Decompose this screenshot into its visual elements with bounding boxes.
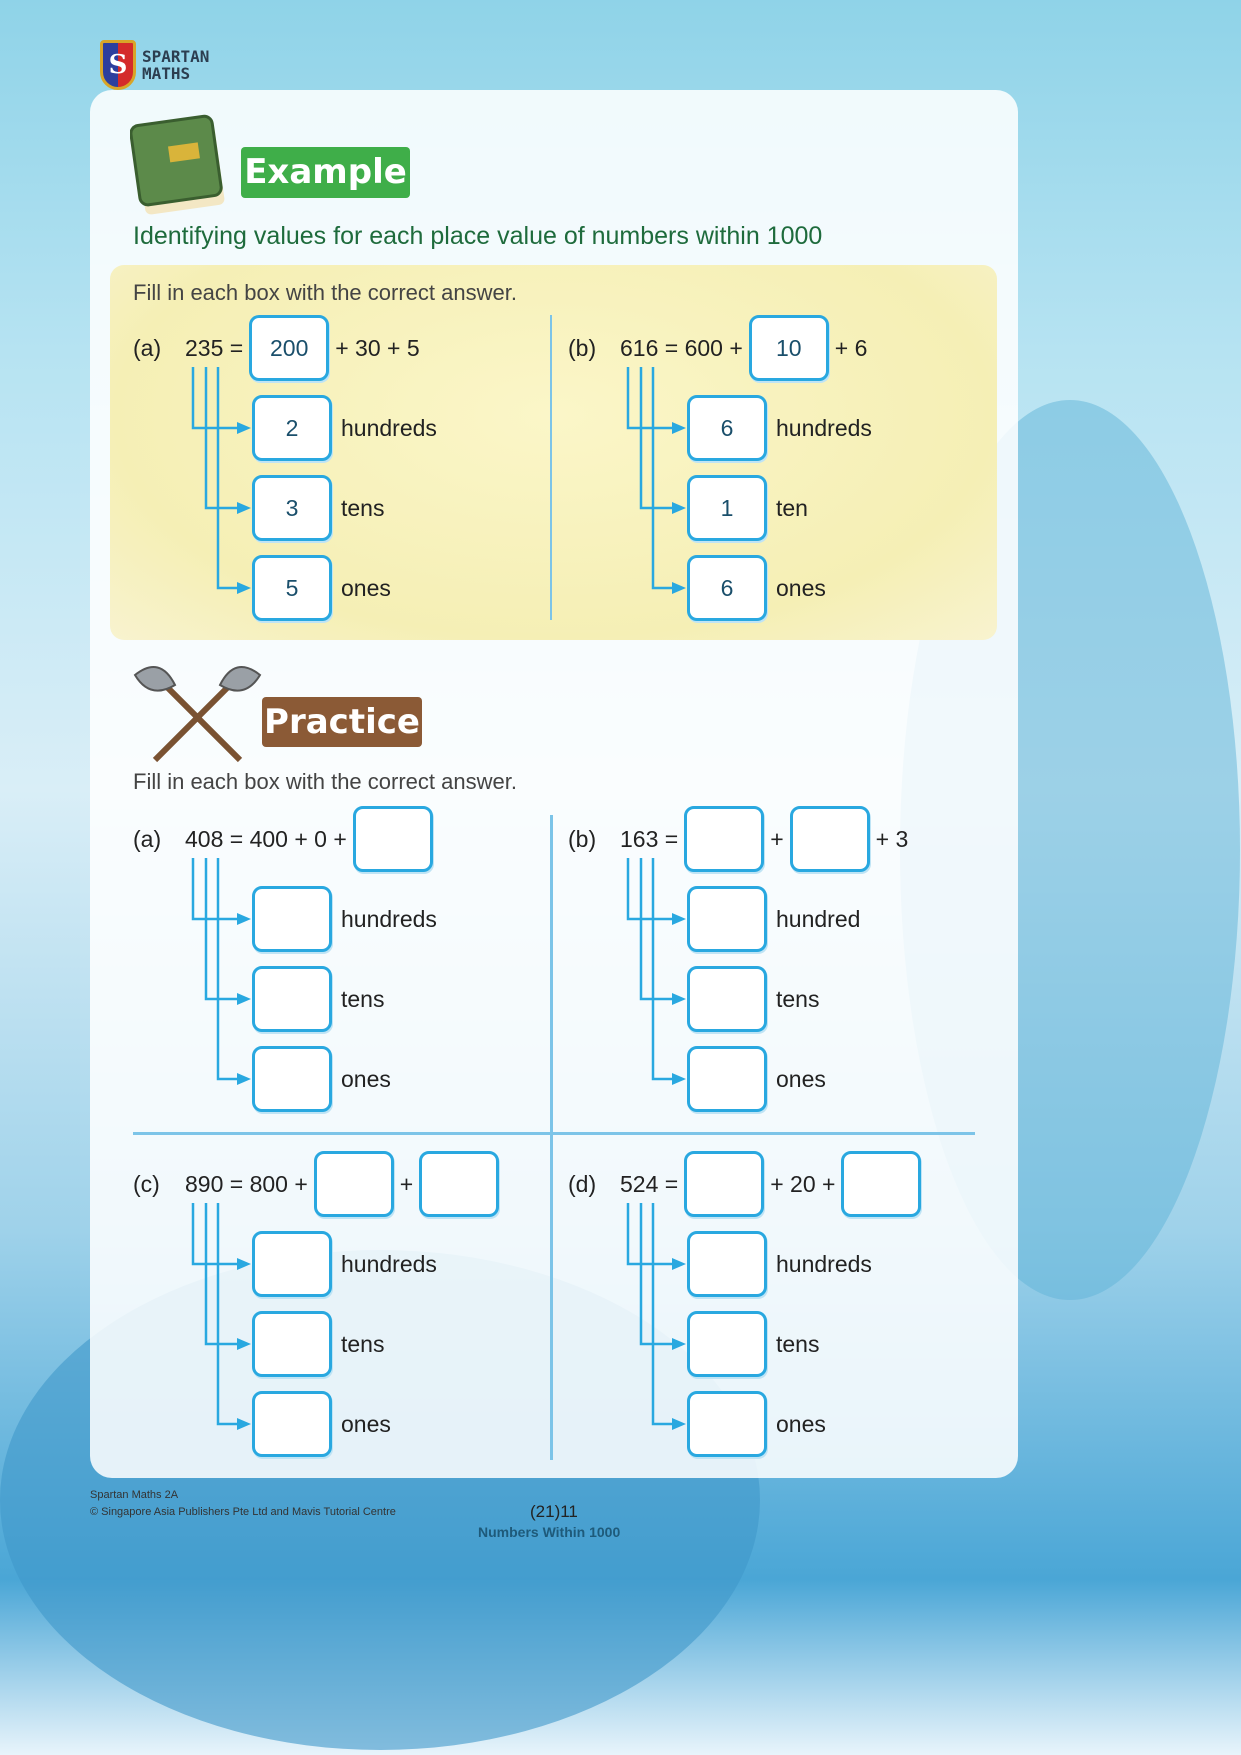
equation [185, 1151, 505, 1217]
place-value-box: 6 [687, 395, 767, 461]
example-instruction: Fill in each box with the correct answer. [133, 280, 517, 305]
arrow-line [206, 1203, 245, 1344]
place-value-box[interactable] [687, 1046, 767, 1112]
arrow-head-icon [672, 993, 686, 1005]
equation-text: + [399, 1170, 414, 1197]
example-problem [568, 315, 988, 635]
arrow-line [641, 858, 680, 999]
equation [620, 315, 867, 381]
footer-copyright: © Singapore Asia Publishers Pte Ltd and Mavis Tutorial Centre [90, 1506, 396, 1518]
practice-problem [133, 806, 553, 1126]
arrow-line [641, 367, 680, 508]
problem-label: (a) [133, 826, 162, 852]
place-value-unit: ones [776, 575, 826, 601]
arrow-line [653, 1203, 680, 1424]
arrow-head-icon [672, 1338, 686, 1350]
place-value-unit: tens [341, 1331, 385, 1357]
equation-text: + 30 + 5 [335, 334, 420, 361]
footer-book: Spartan Maths 2A [90, 1489, 179, 1501]
place-value-box: 1 [687, 475, 767, 541]
place-value-box[interactable] [687, 886, 767, 952]
answer-box[interactable] [790, 806, 870, 872]
problem-label: (d) [568, 1171, 597, 1197]
place-value-box[interactable] [252, 1046, 332, 1112]
logo-line2: MATHS [142, 64, 191, 83]
equation-text: + 3 [875, 825, 909, 852]
place-value-unit: hundreds [776, 1251, 872, 1277]
equation-text: + 20 + [770, 1170, 836, 1197]
place-value-box[interactable] [687, 966, 767, 1032]
arrow-head-icon [237, 913, 251, 925]
place-value-unit: tens [341, 986, 385, 1012]
place-value-unit: tens [776, 1331, 820, 1357]
practice-problem [568, 1151, 988, 1471]
place-value-box[interactable] [687, 1311, 767, 1377]
example-problem [133, 315, 553, 635]
equation-text: 890 = 800 + [185, 1170, 308, 1197]
arrow-line [653, 858, 680, 1079]
answer-box: 10 [749, 315, 829, 381]
example-subtitle: Identifying values for each place value of numbers within 1000 [133, 222, 823, 250]
equation [620, 1151, 927, 1217]
place-value-box: 2 [252, 395, 332, 461]
answer-box[interactable] [314, 1151, 394, 1217]
crossed-axes-icon [130, 660, 265, 765]
place-value-unit: hundreds [341, 415, 437, 441]
arrow-head-icon [237, 422, 251, 434]
answer-box[interactable] [353, 806, 433, 872]
place-value-unit: ten [776, 495, 808, 521]
place-value-unit: hundred [776, 906, 861, 932]
place-value-unit: hundreds [341, 906, 437, 932]
arrow-head-icon [672, 1073, 686, 1085]
answer-box[interactable] [841, 1151, 921, 1217]
place-value-box: 6 [687, 555, 767, 621]
arrow-head-icon [237, 582, 251, 594]
arrow-head-icon [237, 1258, 251, 1270]
place-value-box: 5 [252, 555, 332, 621]
equation-text: 408 = 400 + 0 + [185, 825, 347, 852]
equation [185, 315, 420, 381]
practice-badge: Practice [262, 697, 422, 747]
example-badge: Example [241, 147, 410, 198]
arrow-head-icon [237, 1073, 251, 1085]
equation-text: 616 = 600 + [620, 334, 743, 361]
arrow-head-icon [237, 502, 251, 514]
problem-label: (b) [568, 826, 597, 852]
arrow-line [653, 367, 680, 588]
practice-problem [568, 806, 988, 1126]
practice-divider-horizontal [133, 1132, 975, 1135]
arrow-head-icon [672, 1258, 686, 1270]
place-value-unit: ones [776, 1411, 826, 1437]
answer-box[interactable] [419, 1151, 499, 1217]
arrow-head-icon [672, 422, 686, 434]
arrow-head-icon [672, 913, 686, 925]
answer-box: 200 [249, 315, 329, 381]
place-value-box[interactable] [252, 1311, 332, 1377]
arrow-head-icon [237, 1338, 251, 1350]
spartan-maths-logo [100, 40, 209, 90]
arrow-line [206, 858, 245, 999]
chapter-title: Numbers Within 1000 [478, 1524, 621, 1540]
logo-line1: SPARTAN [142, 47, 210, 66]
place-value-box[interactable] [252, 966, 332, 1032]
arrow-line [218, 1203, 245, 1424]
place-value-unit: hundreds [341, 1251, 437, 1277]
arrow-head-icon [672, 502, 686, 514]
place-value-unit: ones [341, 575, 391, 601]
place-value-unit: ones [341, 1411, 391, 1437]
problem-label: (c) [133, 1171, 160, 1197]
place-value-box[interactable] [252, 1391, 332, 1457]
place-value-unit: hundreds [776, 415, 872, 441]
practice-instruction: Fill in each box with the correct answer. [133, 769, 517, 794]
place-value-box[interactable] [252, 886, 332, 952]
arrow-line [206, 367, 245, 508]
place-value-unit: tens [341, 495, 385, 521]
arrow-line [218, 367, 245, 588]
place-value-box: 3 [252, 475, 332, 541]
place-value-unit: ones [776, 1066, 826, 1092]
arrow-head-icon [237, 993, 251, 1005]
problem-label: (a) [133, 335, 162, 361]
place-value-unit: tens [776, 986, 820, 1012]
equation [185, 806, 439, 872]
answer-box[interactable] [684, 1151, 764, 1217]
equation-text: + [770, 825, 784, 852]
place-value-unit: ones [341, 1066, 391, 1092]
equation-text: 235 = [185, 334, 244, 361]
equation-text: + 6 [834, 334, 868, 361]
arrow-line [641, 1203, 680, 1344]
equation-text: 524 = [620, 1170, 679, 1197]
problem-label: (b) [568, 335, 597, 361]
arrow-head-icon [672, 582, 686, 594]
arrow-line [218, 858, 245, 1079]
shield-icon: S [100, 40, 136, 90]
practice-problem [133, 1151, 553, 1471]
page-number: (21)11 [530, 1502, 578, 1521]
place-value-box[interactable] [687, 1231, 767, 1297]
book-icon [130, 105, 230, 215]
place-value-box[interactable] [252, 1231, 332, 1297]
arrow-head-icon [237, 1418, 251, 1430]
equation [620, 806, 908, 872]
equation-text: 163 = [620, 825, 679, 852]
arrow-head-icon [672, 1418, 686, 1430]
place-value-box[interactable] [687, 1391, 767, 1457]
answer-box[interactable] [684, 806, 764, 872]
